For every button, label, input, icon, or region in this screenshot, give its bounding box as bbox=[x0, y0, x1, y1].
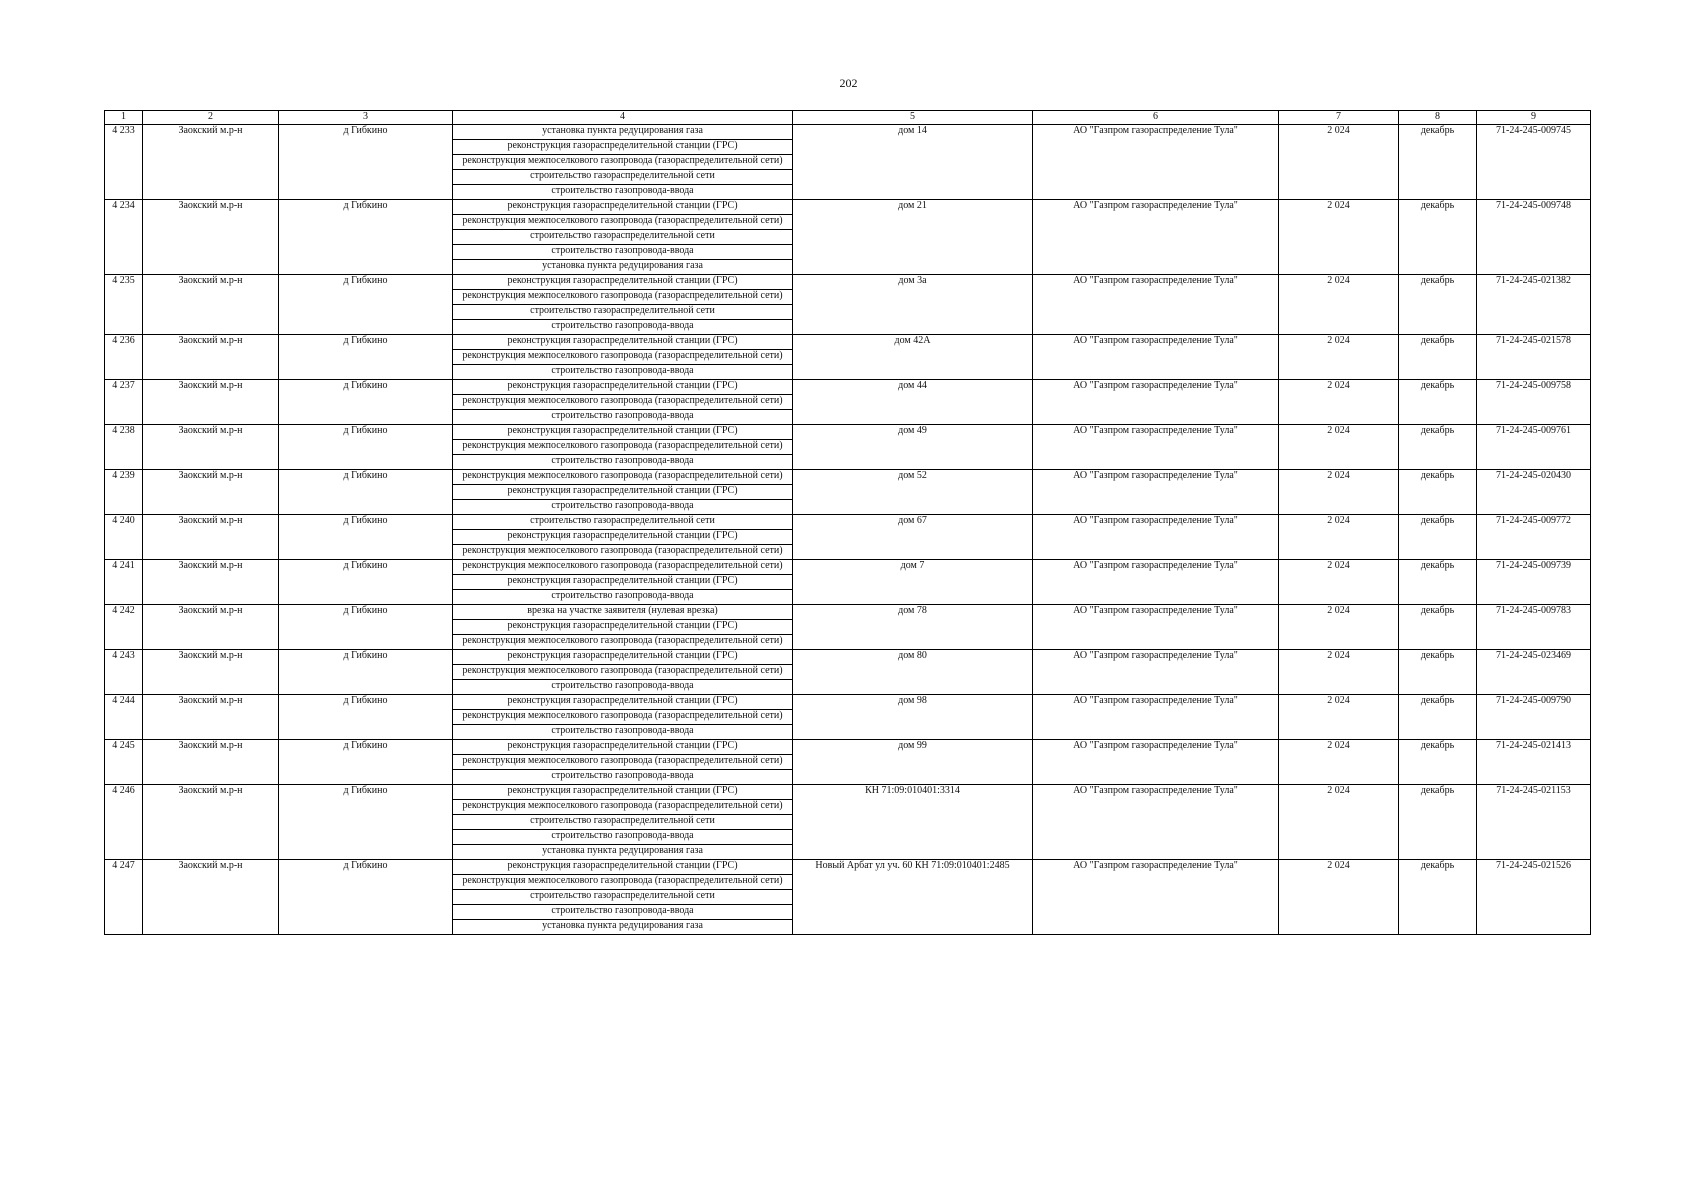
year-cell: 2 024 bbox=[1279, 560, 1399, 605]
work-item: реконструкция газораспределительной станции (ГРС) bbox=[453, 575, 792, 590]
column-header: 3 bbox=[279, 111, 453, 125]
month-cell: декабрь bbox=[1399, 515, 1477, 560]
row-number-cell: 4 236 bbox=[105, 335, 143, 380]
year-cell: 2 024 bbox=[1279, 605, 1399, 650]
row-number-cell: 4 235 bbox=[105, 275, 143, 335]
month-cell: декабрь bbox=[1399, 560, 1477, 605]
work-item: реконструкция газораспределительной станции (ГРС) bbox=[453, 335, 792, 350]
table-row bbox=[105, 605, 1591, 650]
work-item: строительство газопровода-ввода bbox=[551, 365, 694, 376]
month-cell: декабрь bbox=[1399, 470, 1477, 515]
works-list bbox=[453, 650, 792, 694]
settlement-cell: д Гибкино bbox=[279, 200, 453, 275]
table-row bbox=[105, 470, 1591, 515]
year-cell: 2 024 bbox=[1279, 740, 1399, 785]
work-item: реконструкция межпоселкового газопровода (газораспределительной сети) bbox=[453, 395, 792, 410]
work-item: строительство газораспределительной сети bbox=[453, 305, 792, 320]
works-cell bbox=[453, 605, 793, 650]
work-item: реконструкция газораспределительной станции (ГРС) bbox=[453, 485, 792, 500]
column-header: 5 bbox=[793, 111, 1033, 125]
works-cell bbox=[453, 515, 793, 560]
address-cell: дом 21 bbox=[793, 200, 1033, 275]
work-item: реконструкция межпоселкового газопровода (газораспределительной сети) bbox=[462, 635, 783, 646]
works-cell bbox=[453, 125, 793, 200]
year-cell: 2 024 bbox=[1279, 335, 1399, 380]
settlement-cell: д Гибкино bbox=[279, 275, 453, 335]
work-item: реконструкция межпоселкового газопровода (газораспределительной сети) bbox=[453, 560, 792, 575]
organization-cell: АО "Газпром газораспределение Тула" bbox=[1033, 125, 1279, 200]
row-number-cell: 4 234 bbox=[105, 200, 143, 275]
year-cell: 2 024 bbox=[1279, 785, 1399, 860]
works-list bbox=[453, 200, 792, 274]
works-cell bbox=[453, 860, 793, 935]
district-cell: Заокский м.р-н bbox=[143, 425, 279, 470]
district-cell: Заокский м.р-н bbox=[143, 650, 279, 695]
work-item: строительство газораспределительной сети bbox=[453, 230, 792, 245]
works-list bbox=[453, 470, 792, 514]
month-cell: декабрь bbox=[1399, 335, 1477, 380]
gas-connection-table bbox=[104, 110, 1591, 935]
code-cell: 71-24-245-021382 bbox=[1477, 275, 1591, 335]
work-item: реконструкция межпоселкового газопровода (газораспределительной сети) bbox=[453, 470, 792, 485]
work-item: строительство газопровода-ввода bbox=[551, 185, 694, 196]
work-item: установка пункта редуцирования газа bbox=[542, 920, 703, 931]
settlement-cell: д Гибкино bbox=[279, 125, 453, 200]
address-cell: дом 80 bbox=[793, 650, 1033, 695]
work-item: реконструкция газораспределительной станции (ГРС) bbox=[453, 380, 792, 395]
column-header: 4 bbox=[453, 111, 793, 125]
code-cell: 71-24-245-009790 bbox=[1477, 695, 1591, 740]
row-number-cell: 4 245 bbox=[105, 740, 143, 785]
organization-cell: АО "Газпром газораспределение Тула" bbox=[1033, 515, 1279, 560]
code-cell: 71-24-245-021578 bbox=[1477, 335, 1591, 380]
table-row bbox=[105, 650, 1591, 695]
year-cell: 2 024 bbox=[1279, 200, 1399, 275]
works-cell bbox=[453, 650, 793, 695]
works-cell bbox=[453, 335, 793, 380]
month-cell: декабрь bbox=[1399, 605, 1477, 650]
work-item: реконструкция газораспределительной станции (ГРС) bbox=[453, 530, 792, 545]
table-row bbox=[105, 560, 1591, 605]
settlement-cell: д Гибкино bbox=[279, 470, 453, 515]
work-item: реконструкция межпоселкового газопровода (газораспределительной сети) bbox=[453, 755, 792, 770]
works-list bbox=[453, 515, 792, 559]
column-header: 8 bbox=[1399, 111, 1477, 125]
month-cell: декабрь bbox=[1399, 275, 1477, 335]
work-item: реконструкция межпоселкового газопровода (газораспределительной сети) bbox=[453, 215, 792, 230]
address-cell: дом 67 bbox=[793, 515, 1033, 560]
works-list bbox=[453, 560, 792, 604]
column-header: 6 bbox=[1033, 111, 1279, 125]
address-cell: дом 49 bbox=[793, 425, 1033, 470]
address-cell: дом 52 bbox=[793, 470, 1033, 515]
work-item: строительство газопровода-ввода bbox=[551, 770, 694, 781]
code-cell: 71-24-245-009739 bbox=[1477, 560, 1591, 605]
code-cell: 71-24-245-021153 bbox=[1477, 785, 1591, 860]
district-cell: Заокский м.р-н bbox=[143, 695, 279, 740]
month-cell: декабрь bbox=[1399, 650, 1477, 695]
organization-cell: АО "Газпром газораспределение Тула" bbox=[1033, 560, 1279, 605]
work-item: строительство газопровода-ввода bbox=[453, 245, 792, 260]
row-number-cell: 4 233 bbox=[105, 125, 143, 200]
work-item: реконструкция межпоселкового газопровода (газораспределительной сети) bbox=[453, 800, 792, 815]
address-cell: дом 14 bbox=[793, 125, 1033, 200]
work-item: установка пункта редуцирования газа bbox=[542, 260, 703, 271]
work-item: строительство газораспределительной сети bbox=[453, 170, 792, 185]
column-header: 9 bbox=[1477, 111, 1591, 125]
works-list bbox=[453, 425, 792, 469]
row-number-cell: 4 241 bbox=[105, 560, 143, 605]
month-cell: декабрь bbox=[1399, 380, 1477, 425]
district-cell: Заокский м.р-н bbox=[143, 380, 279, 425]
code-cell: 71-24-245-009748 bbox=[1477, 200, 1591, 275]
work-item: реконструкция межпоселкового газопровода (газораспределительной сети) bbox=[453, 350, 792, 365]
work-item: реконструкция газораспределительной станции (ГРС) bbox=[453, 140, 792, 155]
address-cell: Новый Арбат ул уч. 60 КН 71:09:010401:2485 bbox=[793, 860, 1033, 935]
month-cell: декабрь bbox=[1399, 425, 1477, 470]
row-number-cell: 4 238 bbox=[105, 425, 143, 470]
code-cell: 71-24-245-020430 bbox=[1477, 470, 1591, 515]
organization-cell: АО "Газпром газораспределение Тула" bbox=[1033, 380, 1279, 425]
work-item: строительство газораспределительной сети bbox=[453, 890, 792, 905]
work-item: реконструкция газораспределительной станции (ГРС) bbox=[453, 650, 792, 665]
table-row bbox=[105, 515, 1591, 560]
works-cell bbox=[453, 695, 793, 740]
organization-cell: АО "Газпром газораспределение Тула" bbox=[1033, 335, 1279, 380]
year-cell: 2 024 bbox=[1279, 650, 1399, 695]
work-item: реконструкция газораспределительной станции (ГРС) bbox=[453, 425, 792, 440]
code-cell: 71-24-245-021526 bbox=[1477, 860, 1591, 935]
month-cell: декабрь bbox=[1399, 860, 1477, 935]
row-number-cell: 4 242 bbox=[105, 605, 143, 650]
district-cell: Заокский м.р-н bbox=[143, 515, 279, 560]
district-cell: Заокский м.р-н bbox=[143, 200, 279, 275]
code-cell: 71-24-245-021413 bbox=[1477, 740, 1591, 785]
settlement-cell: д Гибкино bbox=[279, 560, 453, 605]
table-row bbox=[105, 860, 1591, 935]
month-cell: декабрь bbox=[1399, 200, 1477, 275]
table-row bbox=[105, 125, 1591, 200]
works-list bbox=[453, 125, 792, 199]
work-item: реконструкция газораспределительной станции (ГРС) bbox=[453, 200, 792, 215]
district-cell: Заокский м.р-н bbox=[143, 560, 279, 605]
district-cell: Заокский м.р-н bbox=[143, 860, 279, 935]
work-item: строительство газопровода-ввода bbox=[551, 455, 694, 466]
work-item: строительство газопровода-ввода bbox=[453, 905, 792, 920]
table-row bbox=[105, 200, 1591, 275]
row-number-cell: 4 237 bbox=[105, 380, 143, 425]
table-row bbox=[105, 425, 1591, 470]
work-item: реконструкция межпоселкового газопровода (газораспределительной сети) bbox=[462, 545, 783, 556]
column-header: 1 bbox=[105, 111, 143, 125]
work-item: реконструкция межпоселкового газопровода (газораспределительной сети) bbox=[453, 665, 792, 680]
year-cell: 2 024 bbox=[1279, 425, 1399, 470]
settlement-cell: д Гибкино bbox=[279, 380, 453, 425]
organization-cell: АО "Газпром газораспределение Тула" bbox=[1033, 275, 1279, 335]
works-cell bbox=[453, 200, 793, 275]
organization-cell: АО "Газпром газораспределение Тула" bbox=[1033, 425, 1279, 470]
works-list bbox=[453, 860, 792, 934]
work-item: реконструкция межпоселкового газопровода (газораспределительной сети) bbox=[453, 290, 792, 305]
address-cell: дом 78 bbox=[793, 605, 1033, 650]
works-cell bbox=[453, 740, 793, 785]
work-item: реконструкция газораспределительной станции (ГРС) bbox=[453, 275, 792, 290]
works-cell bbox=[453, 560, 793, 605]
settlement-cell: д Гибкино bbox=[279, 425, 453, 470]
code-cell: 71-24-245-009758 bbox=[1477, 380, 1591, 425]
address-cell: КН 71:09:010401:3314 bbox=[793, 785, 1033, 860]
work-item: строительство газопровода-ввода bbox=[551, 680, 694, 691]
table-body bbox=[105, 125, 1591, 935]
column-header: 7 bbox=[1279, 111, 1399, 125]
organization-cell: АО "Газпром газораспределение Тула" bbox=[1033, 605, 1279, 650]
address-cell: дом 99 bbox=[793, 740, 1033, 785]
settlement-cell: д Гибкино bbox=[279, 605, 453, 650]
works-cell bbox=[453, 470, 793, 515]
row-number-cell: 4 246 bbox=[105, 785, 143, 860]
settlement-cell: д Гибкино bbox=[279, 650, 453, 695]
organization-cell: АО "Газпром газораспределение Тула" bbox=[1033, 785, 1279, 860]
month-cell: декабрь bbox=[1399, 125, 1477, 200]
table-row bbox=[105, 740, 1591, 785]
organization-cell: АО "Газпром газораспределение Тула" bbox=[1033, 740, 1279, 785]
table-row bbox=[105, 695, 1591, 740]
table-row bbox=[105, 275, 1591, 335]
code-cell: 71-24-245-009761 bbox=[1477, 425, 1591, 470]
works-list bbox=[453, 605, 792, 649]
year-cell: 2 024 bbox=[1279, 275, 1399, 335]
page-number: 202 bbox=[839, 76, 858, 90]
district-cell: Заокский м.р-н bbox=[143, 125, 279, 200]
work-item: строительство газопровода-ввода bbox=[551, 320, 694, 331]
district-cell: Заокский м.р-н bbox=[143, 275, 279, 335]
work-item: установка пункта редуцирования газа bbox=[453, 125, 792, 140]
code-cell: 71-24-245-023469 bbox=[1477, 650, 1591, 695]
settlement-cell: д Гибкино bbox=[279, 860, 453, 935]
district-cell: Заокский м.р-н bbox=[143, 335, 279, 380]
table-row bbox=[105, 335, 1591, 380]
row-number-cell: 4 240 bbox=[105, 515, 143, 560]
row-number-cell: 4 244 bbox=[105, 695, 143, 740]
year-cell: 2 024 bbox=[1279, 860, 1399, 935]
work-item: реконструкция межпоселкового газопровода (газораспределительной сети) bbox=[453, 875, 792, 890]
work-item: строительство газопровода-ввода bbox=[551, 725, 694, 736]
address-cell: дом 42А bbox=[793, 335, 1033, 380]
year-cell: 2 024 bbox=[1279, 125, 1399, 200]
works-cell bbox=[453, 275, 793, 335]
work-item: строительство газопровода-ввода bbox=[453, 830, 792, 845]
header-row bbox=[105, 111, 1591, 125]
works-list bbox=[453, 335, 792, 379]
year-cell: 2 024 bbox=[1279, 695, 1399, 740]
month-cell: декабрь bbox=[1399, 785, 1477, 860]
month-cell: декабрь bbox=[1399, 740, 1477, 785]
settlement-cell: д Гибкино bbox=[279, 335, 453, 380]
work-item: установка пункта редуцирования газа bbox=[542, 845, 703, 856]
organization-cell: АО "Газпром газораспределение Тула" bbox=[1033, 860, 1279, 935]
row-number-cell: 4 239 bbox=[105, 470, 143, 515]
work-item: строительство газопровода-ввода bbox=[551, 500, 694, 511]
works-cell bbox=[453, 425, 793, 470]
works-cell bbox=[453, 785, 793, 860]
organization-cell: АО "Газпром газораспределение Тула" bbox=[1033, 650, 1279, 695]
table-row bbox=[105, 785, 1591, 860]
address-cell: дом 7 bbox=[793, 560, 1033, 605]
works-list bbox=[453, 695, 792, 739]
work-item: реконструкция газораспределительной станции (ГРС) bbox=[453, 740, 792, 755]
organization-cell: АО "Газпром газораспределение Тула" bbox=[1033, 200, 1279, 275]
organization-cell: АО "Газпром газораспределение Тула" bbox=[1033, 470, 1279, 515]
work-item: реконструкция межпоселкового газопровода (газораспределительной сети) bbox=[453, 710, 792, 725]
work-item: реконструкция межпоселкового газопровода (газораспределительной сети) bbox=[453, 440, 792, 455]
work-item: строительство газораспределительной сети bbox=[453, 515, 792, 530]
settlement-cell: д Гибкино bbox=[279, 695, 453, 740]
work-item: строительство газопровода-ввода bbox=[551, 590, 694, 601]
district-cell: Заокский м.р-н bbox=[143, 740, 279, 785]
settlement-cell: д Гибкино bbox=[279, 740, 453, 785]
code-cell: 71-24-245-009783 bbox=[1477, 605, 1591, 650]
work-item: реконструкция газораспределительной станции (ГРС) bbox=[453, 695, 792, 710]
year-cell: 2 024 bbox=[1279, 470, 1399, 515]
district-cell: Заокский м.р-н bbox=[143, 470, 279, 515]
settlement-cell: д Гибкино bbox=[279, 515, 453, 560]
works-list bbox=[453, 275, 792, 334]
work-item: строительство газораспределительной сети bbox=[453, 815, 792, 830]
code-cell: 71-24-245-009772 bbox=[1477, 515, 1591, 560]
district-cell: Заокский м.р-н bbox=[143, 605, 279, 650]
work-item: строительство газопровода-ввода bbox=[551, 410, 694, 421]
row-number-cell: 4 243 bbox=[105, 650, 143, 695]
works-list bbox=[453, 740, 792, 784]
works-list bbox=[453, 380, 792, 424]
organization-cell: АО "Газпром газораспределение Тула" bbox=[1033, 695, 1279, 740]
works-cell bbox=[453, 380, 793, 425]
work-item: реконструкция газораспределительной станции (ГРС) bbox=[453, 785, 792, 800]
code-cell: 71-24-245-009745 bbox=[1477, 125, 1591, 200]
work-item: врезка на участке заявителя (нулевая врезка) bbox=[453, 605, 792, 620]
work-item: реконструкция газораспределительной станции (ГРС) bbox=[453, 620, 792, 635]
year-cell: 2 024 bbox=[1279, 515, 1399, 560]
district-cell: Заокский м.р-н bbox=[143, 785, 279, 860]
table-row bbox=[105, 380, 1591, 425]
address-cell: дом 44 bbox=[793, 380, 1033, 425]
year-cell: 2 024 bbox=[1279, 380, 1399, 425]
work-item: реконструкция газораспределительной станции (ГРС) bbox=[453, 860, 792, 875]
address-cell: дом 3а bbox=[793, 275, 1033, 335]
works-list bbox=[453, 785, 792, 859]
address-cell: дом 98 bbox=[793, 695, 1033, 740]
column-header: 2 bbox=[143, 111, 279, 125]
row-number-cell: 4 247 bbox=[105, 860, 143, 935]
work-item: реконструкция межпоселкового газопровода (газораспределительной сети) bbox=[453, 155, 792, 170]
month-cell: декабрь bbox=[1399, 695, 1477, 740]
settlement-cell: д Гибкино bbox=[279, 785, 453, 860]
